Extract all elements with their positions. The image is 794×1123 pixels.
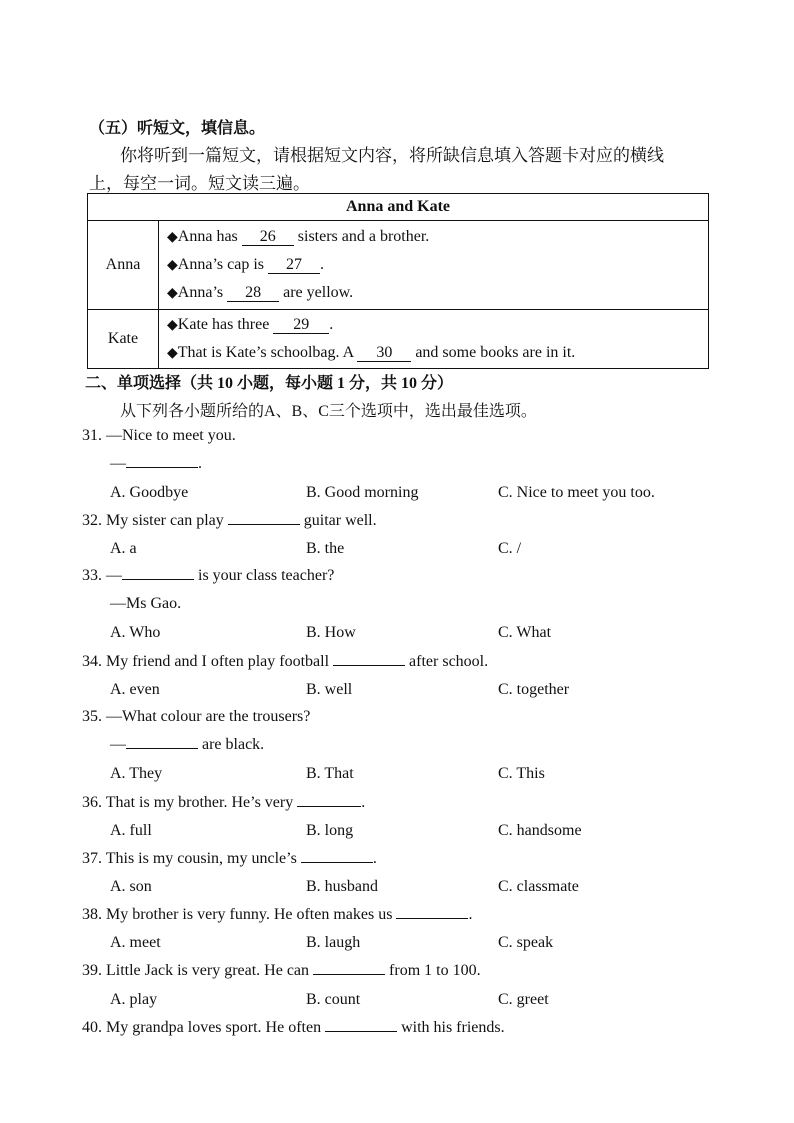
section2-heading: 二、单项选择（共 10 小题，每小题 1 分，共 10 分） <box>85 375 454 392</box>
question-31-reply: — . <box>110 455 202 472</box>
answer-blank[interactable] <box>325 1031 397 1032</box>
section5-instruction-line1: 你将听到一篇短文，请根据短文内容，将所缺信息填入答题卡对应的横线 <box>120 146 664 165</box>
option-c[interactable]: C. classmate <box>498 878 579 895</box>
answer-blank[interactable] <box>126 748 198 749</box>
answer-blank[interactable] <box>313 974 385 975</box>
option-b[interactable]: B. count <box>306 991 361 1008</box>
option-a[interactable]: A. They <box>110 765 163 782</box>
diamond-bullet-icon: ◆ <box>167 318 178 333</box>
table-title: Anna and Kate <box>88 194 709 221</box>
answer-blank[interactable]: 26 <box>242 229 294 246</box>
question-35-reply: — are black. <box>110 736 265 753</box>
option-c[interactable]: C. / <box>498 540 522 557</box>
option-c[interactable]: C. This <box>498 765 545 782</box>
option-a[interactable]: A. full <box>110 822 152 839</box>
table-line: ◆Kate has three 29 . <box>167 316 334 333</box>
row-label-anna: Anna <box>88 221 159 310</box>
answer-blank[interactable] <box>297 806 361 807</box>
answer-blank[interactable] <box>333 665 405 666</box>
question-39: 39. Little Jack is very great. He can from 1 to 100. <box>82 962 481 979</box>
answer-blank[interactable]: 28 <box>227 285 279 302</box>
question-32: 32. My sister can play guitar well. <box>82 512 377 529</box>
diamond-bullet-icon: ◆ <box>167 346 178 361</box>
section2-instruction: 从下列各小题所给的A、B、C三个选项中，选出最佳选项。 <box>120 403 537 420</box>
option-c[interactable]: C. speak <box>498 934 554 951</box>
question-31: 31. —Nice to meet you. <box>82 427 236 444</box>
answer-blank[interactable]: 29 <box>273 317 329 334</box>
info-table <box>87 193 709 369</box>
question-37: 37. This is my cousin, my uncle’s . <box>82 850 377 867</box>
question-35: 35. —What colour are the trousers? <box>82 708 311 725</box>
option-b[interactable]: B. husband <box>306 878 378 895</box>
answer-blank[interactable]: 27 <box>268 257 320 274</box>
table-line: ◆Anna has 26 sisters and a brother. <box>167 228 430 245</box>
option-b[interactable]: B. long <box>306 822 354 839</box>
option-b[interactable]: B. How <box>306 624 356 641</box>
option-b[interactable]: B. That <box>306 765 354 782</box>
section5-heading: （五）听短文，填信息。 <box>89 120 266 137</box>
diamond-bullet-icon: ◆ <box>167 230 178 245</box>
section5-instruction-line2: 上，每空一词。短文读三遍。 <box>89 174 310 193</box>
option-a[interactable]: A. meet <box>110 934 161 951</box>
option-c[interactable]: C. together <box>498 681 570 698</box>
answer-blank[interactable] <box>122 579 194 580</box>
diamond-bullet-icon: ◆ <box>167 286 178 301</box>
option-a[interactable]: A. play <box>110 991 158 1008</box>
answer-blank[interactable] <box>228 524 300 525</box>
option-b[interactable]: B. Good morning <box>306 484 419 501</box>
option-b[interactable]: B. well <box>306 681 353 698</box>
option-b[interactable]: B. laugh <box>306 934 361 951</box>
option-c[interactable]: C. greet <box>498 991 549 1008</box>
option-a[interactable]: A. a <box>110 540 137 557</box>
question-38: 38. My brother is very funny. He often makes us . <box>82 906 473 923</box>
answer-blank[interactable] <box>126 467 198 468</box>
answer-blank[interactable] <box>396 918 468 919</box>
option-c[interactable]: C. Nice to meet you too. <box>498 484 655 501</box>
table-line: ◆That is Kate’s schoolbag. A 30 and some books are in it. <box>167 344 576 361</box>
answer-blank[interactable]: 30 <box>357 345 411 362</box>
option-a[interactable]: A. Goodbye <box>110 484 189 501</box>
option-c[interactable]: C. handsome <box>498 822 582 839</box>
answer-blank[interactable] <box>301 862 373 863</box>
option-a[interactable]: A. Who <box>110 624 161 641</box>
table-line: ◆Anna’s cap is 27 . <box>167 256 324 273</box>
option-a[interactable]: A. son <box>110 878 152 895</box>
table-line: ◆Anna’s 28 are yellow. <box>167 284 354 301</box>
row-label-kate: Kate <box>88 310 159 369</box>
question-36: 36. That is my brother. He’s very . <box>82 794 366 811</box>
option-c[interactable]: C. What <box>498 624 552 641</box>
option-a[interactable]: A. even <box>110 681 160 698</box>
option-b[interactable]: B. the <box>306 540 345 557</box>
question-40: 40. My grandpa loves sport. He often with his friends. <box>82 1019 505 1036</box>
question-34: 34. My friend and I often play football after school. <box>82 653 489 670</box>
diamond-bullet-icon: ◆ <box>167 258 178 273</box>
question-33: 33. — is your class teacher? <box>82 567 335 584</box>
question-33-reply: —Ms Gao. <box>110 595 182 612</box>
